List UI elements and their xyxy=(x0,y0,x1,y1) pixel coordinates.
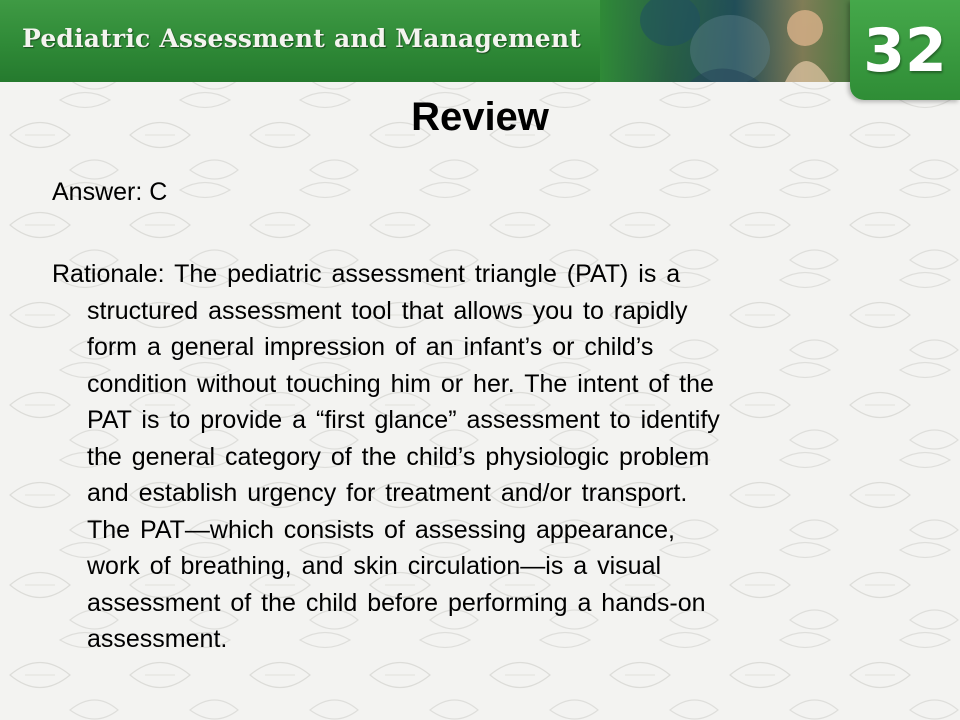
course-title: Pediatric Assessment and Management xyxy=(22,24,582,53)
header-banner xyxy=(0,0,960,86)
header-photo-art xyxy=(600,0,870,82)
chapter-badge xyxy=(850,0,960,100)
rationale-line: The PAT—which consists of assessing appearance, xyxy=(87,515,675,544)
rationale-line: assessment of the child before performing a hands-on xyxy=(87,588,706,617)
slide-title: Review xyxy=(411,95,549,139)
rationale-line: work of breathing, and skin circulation—is a visual xyxy=(87,552,662,580)
chapter-number: 32 xyxy=(863,16,947,86)
rationale-line: condition without touching him or her. The intent of the xyxy=(87,369,714,398)
rationale-line: Rationale: The pediatric assessment triangle (PAT) is a xyxy=(52,260,681,288)
rationale-line: and establish urgency for treatment and/or transport. xyxy=(87,479,688,507)
answer-text: Answer: C xyxy=(52,178,168,206)
rationale-line: form a general impression of an infant’s or child’s xyxy=(87,333,654,361)
rationale-line: structured assessment tool that allows you to rapidly xyxy=(87,296,688,325)
rationale-line: PAT is to provide a “first glance” assessment to identify xyxy=(87,406,720,434)
rationale-line: the general category of the child’s physiologic problem xyxy=(87,442,710,471)
rationale-paragraph xyxy=(52,256,932,658)
rationale-line: assessment. xyxy=(87,625,228,653)
header-photo xyxy=(600,0,870,82)
